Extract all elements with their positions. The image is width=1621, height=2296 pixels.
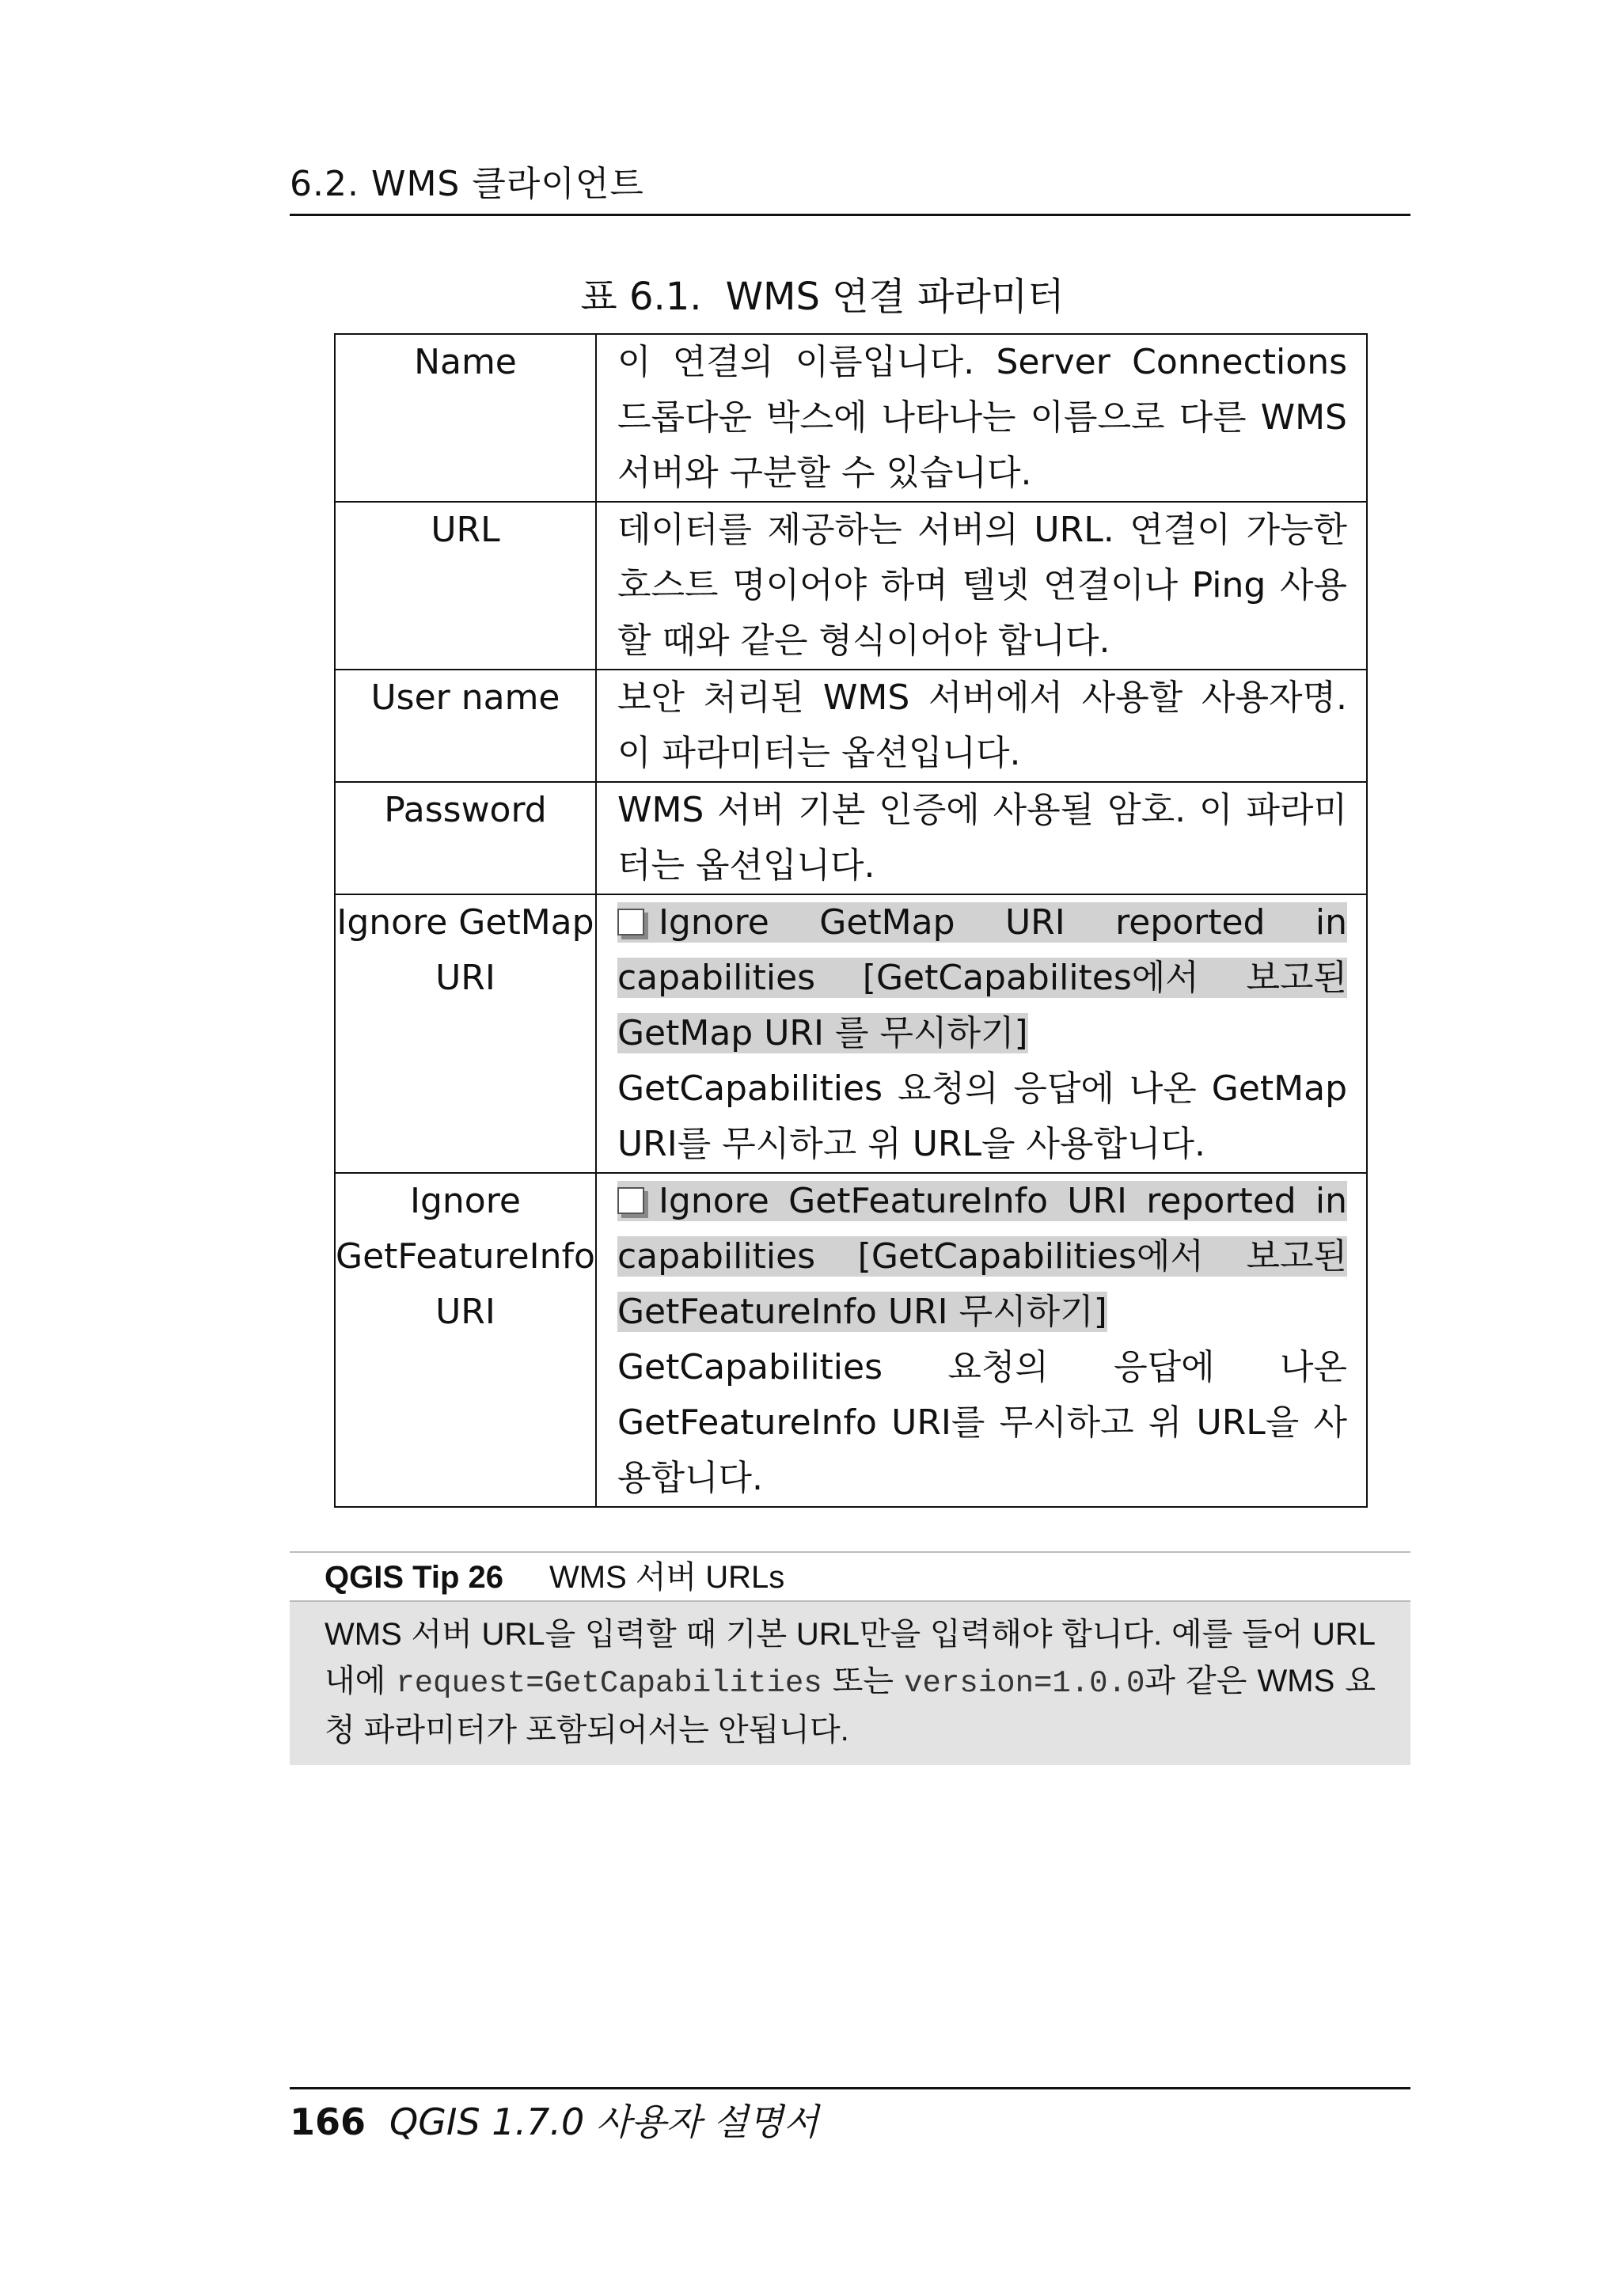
param-name: Ignore GetFeatureInfo URI [335, 1173, 596, 1507]
checkbox-icon [617, 1187, 644, 1214]
tip-header [290, 1551, 1410, 1602]
tip-code: request=GetCapabilities [396, 1666, 822, 1701]
tip-text: 과 같은 WMS 요청 파라미터가 포함되어서는 안됩니다. [325, 1664, 1376, 1748]
table-row [335, 502, 1367, 670]
table-row [335, 334, 1367, 502]
tip-label: QGIS Tip 26 [325, 1560, 503, 1595]
qgis-tip-box [290, 1551, 1410, 1765]
tip-title: WMS 서버 URLs [549, 1560, 785, 1595]
footer-rule [290, 2087, 1410, 2089]
param-description-cell [596, 894, 1367, 1173]
table-row [335, 894, 1367, 1173]
tip-text: 또는 [822, 1664, 905, 1698]
page-number: 166 [290, 2101, 366, 2143]
param-description: GetCapabilities 요청의 응답에 나온 GetMap URI를 무시하고 위 URL을 사용합니다. [617, 1068, 1347, 1164]
ignore-getmap-option [617, 895, 1347, 1061]
param-name: Name [335, 334, 596, 502]
book-title: QGIS 1.7.0 사용자 설명서 [389, 2101, 819, 2143]
checkbox-label: Ignore GetFeatureInfo URI reported in capabilities [GetCapabilities에서 보고된 GetFeatureInfo URI 무시하기] [617, 1181, 1347, 1332]
tip-body [290, 1602, 1410, 1765]
tip-text: WMS 서버 URL을 입력할 때 기본 URL만을 입력해야 합니다. 예를 들어 URL 내에 [325, 1617, 1376, 1698]
param-name: Ignore GetMap URI [335, 894, 596, 1173]
param-name: URL [335, 502, 596, 670]
param-description-cell [596, 1173, 1367, 1507]
param-description: GetCapabilities 요청의 응답에 나온 GetFeatureInfo URI를 무시하고 위 URL을 사용합니다. [617, 1347, 1347, 1498]
table-caption-title: WMS 연결 파라미터 [725, 275, 1065, 319]
table-row [335, 1173, 1367, 1507]
running-header: 6.2. WMS 클라이언트 [290, 164, 644, 204]
checkbox-icon [617, 909, 644, 935]
param-description: 데이터를 제공하는 서버의 URL. 연결이 가능한 호스트 명이어야 하며 텔넷 연결이나 Ping 사용할 때와 같은 형식이어야 합니다. [596, 502, 1367, 670]
param-description: 이 연결의 이름입니다. Server Connections 드롭다운 박스에 나타나는 이름으로 다른 WMS 서버와 구분할 수 있습니다. [596, 334, 1367, 502]
checkbox-label: Ignore GetMap URI reported in capabilities [GetCapabilites에서 보고된 GetMap URI 를 무시하기] [617, 902, 1347, 1053]
header-rule [290, 214, 1410, 216]
param-description: 보안 처리된 WMS 서버에서 사용할 사용자명. 이 파라미터는 옵션입니다. [596, 670, 1367, 782]
table-caption-label: 표 6.1. [580, 275, 702, 319]
page-footer [290, 2094, 818, 2150]
table-row [335, 670, 1367, 782]
table-row [335, 782, 1367, 894]
ignore-getfeatureinfo-option [617, 1174, 1347, 1340]
param-description: WMS 서버 기본 인증에 사용될 암호. 이 파라미터는 옵션입니다. [596, 782, 1367, 894]
param-name: User name [335, 670, 596, 782]
wms-connection-parameters-table [334, 333, 1368, 1508]
tip-code: version=1.0.0 [904, 1666, 1145, 1701]
param-name: Password [335, 782, 596, 894]
table-caption [0, 266, 1621, 321]
